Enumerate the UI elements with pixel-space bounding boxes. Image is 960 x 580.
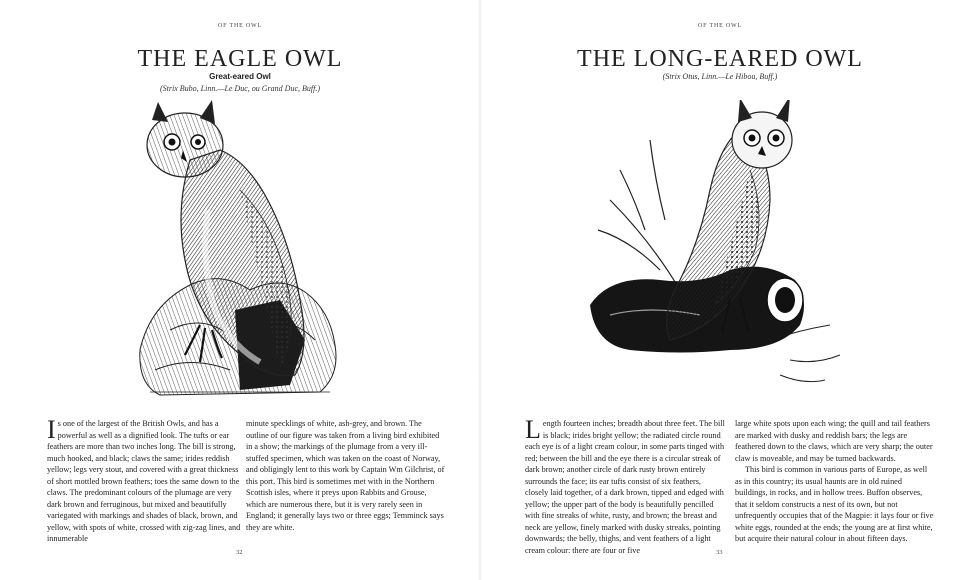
page-title: THE LONG-EARED OWL xyxy=(577,46,863,72)
text-column-1 xyxy=(525,415,725,556)
running-head: OF THE OWL xyxy=(218,23,262,29)
body-text: ength fourteen inches; breadth about three feet. The bill is black; irides bright yellow; the radiated circle round each eye is of a light cream colour, in some parts tinged with red; between the bill and the eye there is a circular streak of dark brown; another circle of dark rusty brown entirely surrounds the face; its ear tufts consist of six feathers, closely laid together, of a dark brown, tipped and edged with yellow; the upper part of the body is beautifully pencilled with fine streaks of white, rusty, and brown; the breast and neck are yellow, finely marked with dusky streaks, pointing downwards; the belly, thighs, and vent feathers of a light cream colour: there are four or five xyxy=(525,419,725,555)
text-column-2 xyxy=(246,418,446,533)
page-number: 33 xyxy=(716,549,723,556)
drop-cap: L xyxy=(525,415,541,444)
long-eared-owl-engraving xyxy=(590,100,850,385)
running-head: OF THE OWL xyxy=(698,23,742,29)
drop-cap: I xyxy=(47,415,56,444)
page-number: 32 xyxy=(236,549,243,556)
body-text: s one of the largest of the British Owls, and has a powerful as well as a dignified look. The tufts or ear feathers are more than two inches long. The bill is strong, much hooked, and black; claws the same; irides reddish yellow; legs very stout, and covered with a great thickness of short mottled brown feathers; toes the same down to the claws. The predominant colours of the plumage are very dark brown and ferruginous, but mixed and beautifully variegated with markings and shades of black, brown, and yellow, with spots of white, crossed with zig-zag lines, and innumerable xyxy=(47,419,241,543)
page-title: THE EAGLE OWL xyxy=(137,46,343,72)
latin-name: (Strix Bubo, Linn.—Le Duc, ou Grand Duc, Buff.) xyxy=(160,84,320,93)
right-page xyxy=(480,0,960,580)
body-text: This bird is common in various parts of Europe, as well as in this country; its usual haunts are in old ruined buildings, in rocks, and in hollow trees. Buffon observes, that it seldom constructs a nest of its own, but not unfrequently occupies that of the Magpie: it lays four or five white eggs, rounded at the ends; the young are at first white, but acquire their natural colour in about fifteen days. xyxy=(735,465,934,543)
eagle-owl-engraving xyxy=(130,100,350,400)
latin-name: (Strix Otus, Linn.—Le Hibou, Buff.) xyxy=(662,72,778,81)
text-column-1 xyxy=(47,415,247,545)
text-column-2 xyxy=(735,418,935,545)
common-name: Great-eared Owl xyxy=(209,72,271,81)
body-text: large white spots upon each wing; the quill and tail feathers are marked with dusky and reddish bars; the legs are feathered down to the claws, which are very sharp; the outer claw is moveable, and may be turned backwards. xyxy=(735,419,933,463)
body-text: minute specklings of white, ash-grey, and brown. The outline of our figure was taken from a living bird exhibited in a show; the markings of the plumage from a very ill-stuffed specimen, which was taken on the coast of Norway, and obligingly lent to this work by Captain Wm Gilchrist, of this port. This bird is sometimes met with in the Northern Scottish isles, where it preys upon Rabbits and Grouse, which are numerous there, but it is very rarely seen in England; it generally lays two or three eggs; Temminck says they are white. xyxy=(246,419,445,532)
